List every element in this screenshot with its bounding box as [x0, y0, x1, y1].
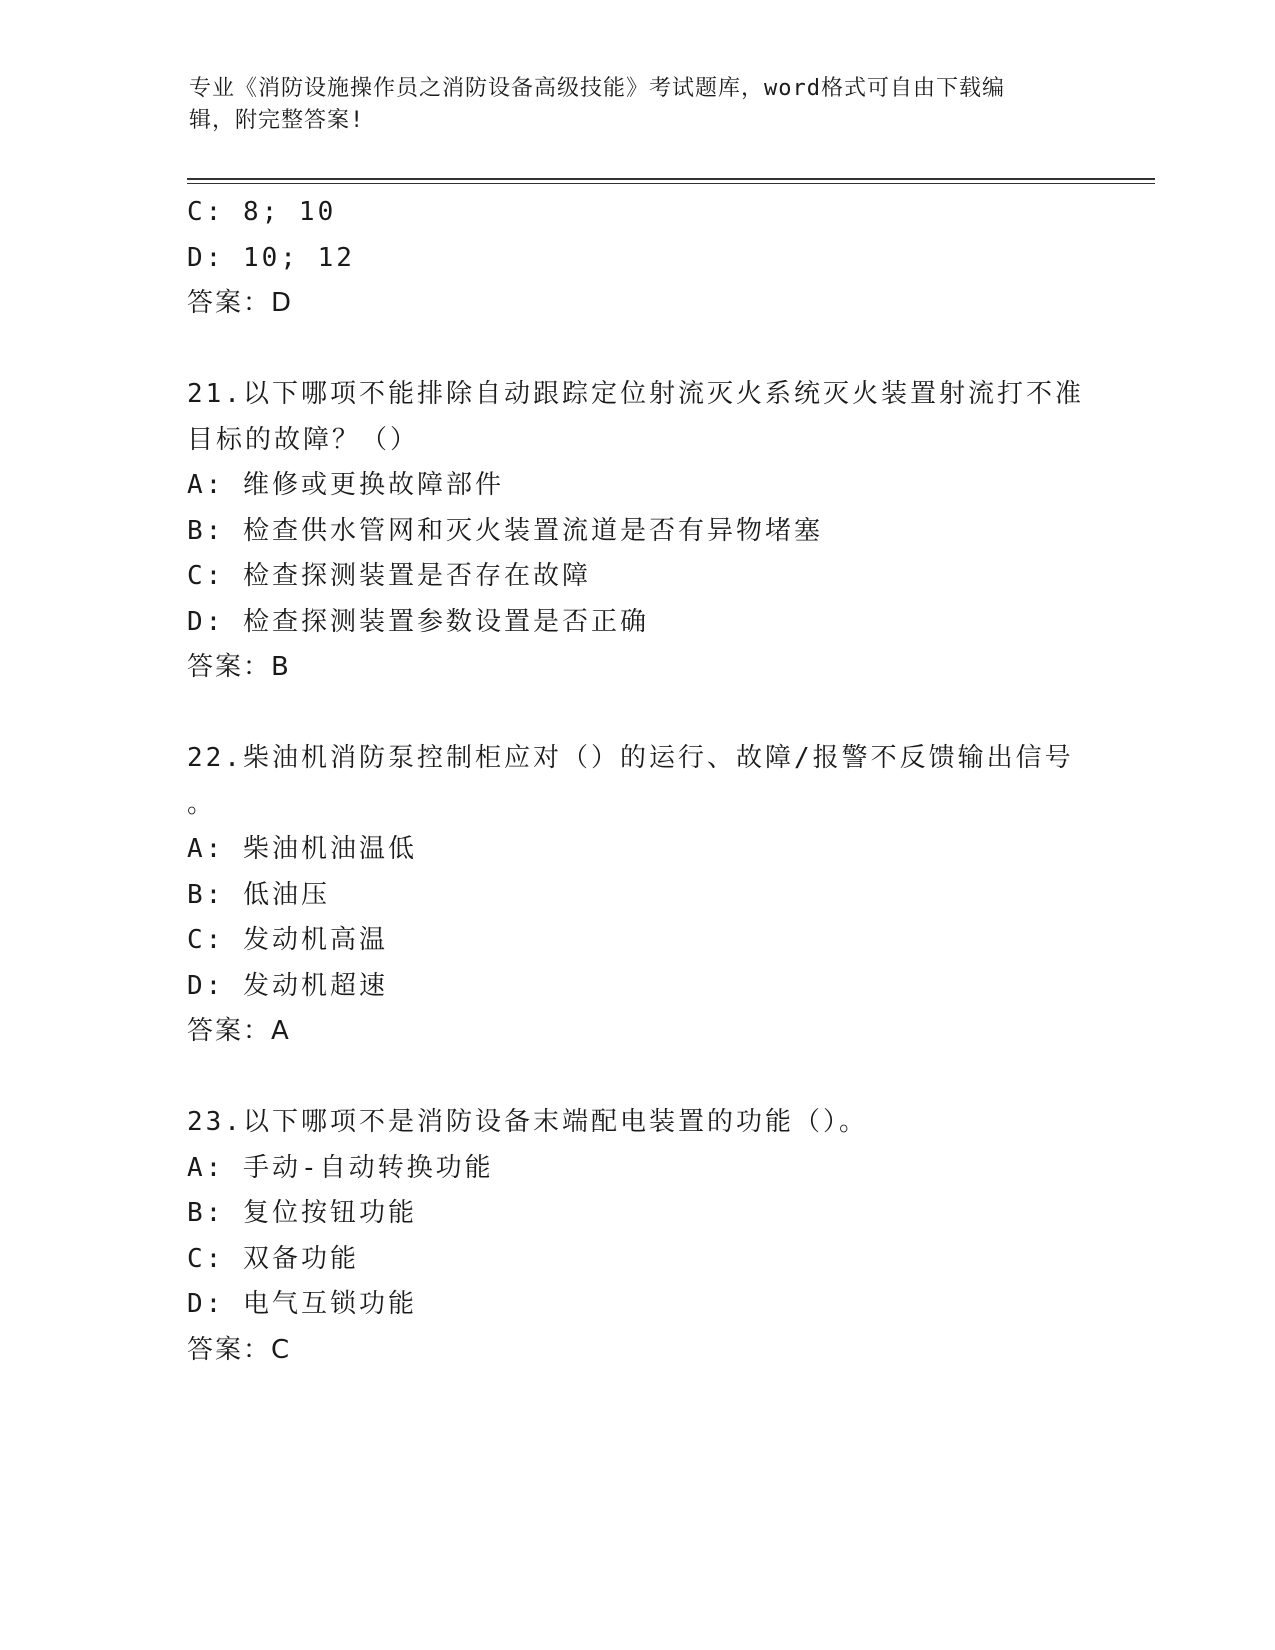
- answer-line: 答案：C: [187, 1334, 292, 1365]
- document-header: [189, 73, 1069, 137]
- previous-question-tail: [187, 190, 1087, 327]
- header-line-1: 专业《消防设施操作员之消防设备高级技能》考试题库，word格式可自由下载编: [189, 76, 1005, 101]
- option-a: A: 柴油机油温低: [187, 834, 417, 864]
- option-a: A: 手动-自动转换功能: [187, 1152, 494, 1183]
- option-c: C: 双备功能: [187, 1243, 359, 1274]
- question-stem: 21.以下哪项不能排除自动跟踪定位射流灭火系统灭火装置射流打不准: [187, 379, 1084, 409]
- option-c: C: 发动机高温: [187, 925, 388, 955]
- option-b: B: 检查供水管网和灭火装置流道是否有异物堵塞: [187, 515, 823, 546]
- question-list: [187, 190, 1087, 1373]
- option-d: D: 发动机超速: [187, 970, 388, 1001]
- option-b: B: 复位按钮功能: [187, 1198, 417, 1228]
- option-d: D: 检查探测装置参数设置是否正确: [187, 606, 649, 637]
- header-rule-thin: [187, 183, 1155, 184]
- question-stem-cont: 目标的故障？（）: [187, 424, 420, 455]
- header-rule-thick: [187, 178, 1155, 180]
- option-c: C: 检查探测装置是否存在故障: [187, 561, 591, 591]
- question-stem: 22.柴油机消防泵控制柜应对（）的运行、故障/报警不反馈输出信号: [187, 743, 1074, 773]
- question-21: [187, 372, 1087, 691]
- answer-line: 答案：D: [187, 288, 294, 318]
- question-stem-cont: 。: [187, 788, 217, 819]
- option-c: C: 8; 10: [187, 197, 337, 227]
- question-23: [187, 1100, 1087, 1373]
- answer-line: 答案：A: [187, 1016, 291, 1046]
- header-line-2: 辑，附完整答案!: [189, 108, 365, 133]
- question-stem: 23.以下哪项不是消防设备末端配电装置的功能（）。: [187, 1107, 868, 1137]
- answer-line: 答案：B: [187, 652, 291, 682]
- option-b: B: 低油压: [187, 879, 330, 910]
- question-22: [187, 736, 1087, 1055]
- option-d: D: 电气互锁功能: [187, 1289, 417, 1319]
- option-a: A: 维修或更换故障部件: [187, 470, 504, 500]
- option-d: D: 10; 12: [187, 242, 355, 273]
